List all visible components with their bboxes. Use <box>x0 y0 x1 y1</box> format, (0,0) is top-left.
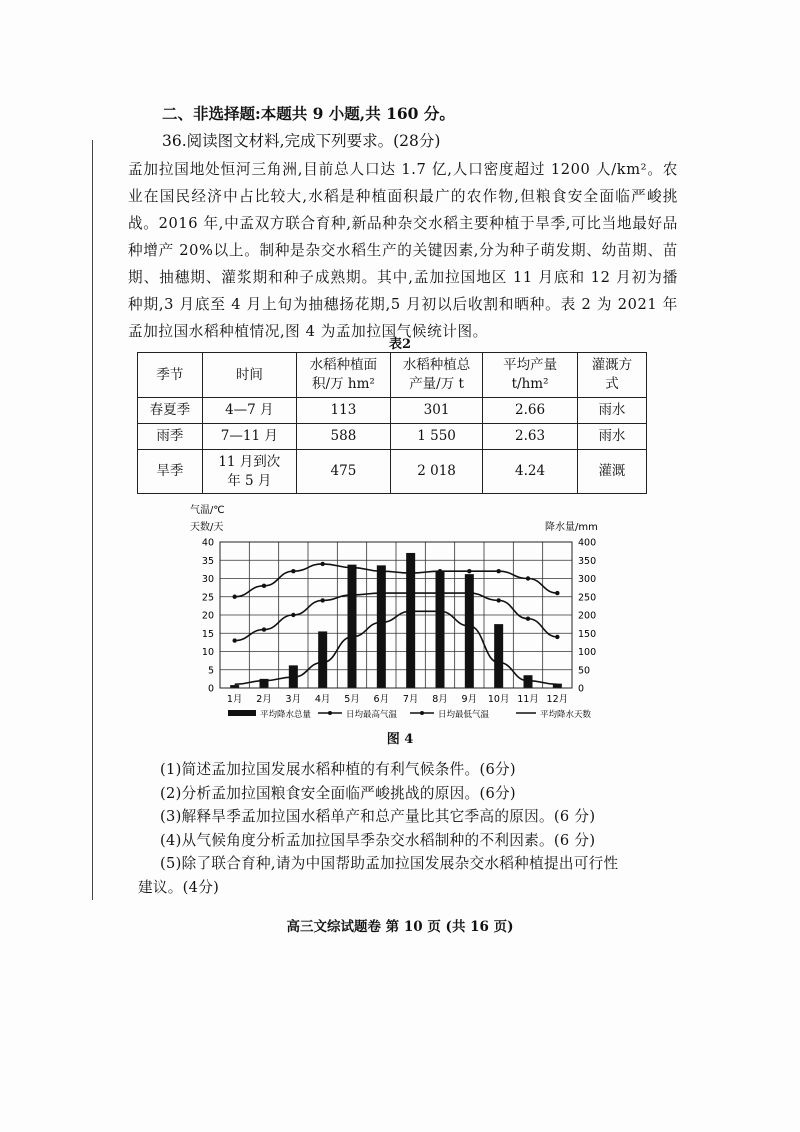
table-header: 水稻种植面积/万 hm² <box>296 353 390 398</box>
line-max-temp-point <box>408 571 412 575</box>
line-max-temp-point <box>291 569 295 573</box>
line-max-temp-point <box>555 591 559 595</box>
table-row <box>138 424 647 450</box>
table-cell: 7—11 月 <box>202 424 296 450</box>
left-tick-label: 25 <box>201 592 214 604</box>
line-min-temp-point <box>350 593 354 597</box>
x-tick-label: 10月 <box>487 694 510 705</box>
bar-rainfall <box>348 565 357 688</box>
table-cell: 11 月到次年 5 月 <box>202 450 296 494</box>
data-table <box>137 352 647 494</box>
bar-rainfall <box>318 631 327 688</box>
table-cell: 113 <box>296 398 390 424</box>
x-tick-label: 12月 <box>546 694 569 705</box>
line-max-temp-point <box>320 562 324 566</box>
left-tick-label: 0 <box>207 683 214 695</box>
legend-label: 日均最高气温 <box>346 710 398 720</box>
line-max-temp-point <box>350 565 354 569</box>
x-tick-label: 9月 <box>461 694 478 705</box>
right-tick-label: 250 <box>578 592 597 604</box>
line-min-temp-point <box>291 613 295 617</box>
line-min-temp-point <box>496 598 500 602</box>
legend-label: 平均降水总量 <box>260 710 312 720</box>
table-title: 表2 <box>388 337 412 352</box>
bar-rainfall <box>524 675 533 688</box>
table-cell: 2 018 <box>390 450 482 494</box>
right-tick-label: 100 <box>578 647 597 658</box>
line-min-temp-point <box>320 598 324 602</box>
table-cell: 旱季 <box>138 450 203 494</box>
x-tick-label: 6月 <box>373 694 390 705</box>
line-min-temp-point <box>438 591 442 595</box>
line-min-temp-point <box>467 591 471 595</box>
table-header: 时间 <box>202 353 296 398</box>
figure-caption: 图 4 <box>386 732 414 747</box>
question-1: (1)简述孟加拉国发展水稻种植的有利气候条件。(6分) <box>160 761 516 778</box>
right-tick-label: 350 <box>578 555 597 567</box>
line-max-temp-point <box>467 569 471 573</box>
table-cell: 588 <box>296 424 390 450</box>
table-cell: 雨季 <box>138 424 203 450</box>
x-tick-label: 11月 <box>517 694 539 705</box>
right-tick-label: 400 <box>578 537 597 549</box>
x-tick-label: 4月 <box>314 694 331 705</box>
table-cell: 雨水 <box>577 424 646 450</box>
passage-text: 孟加拉国地处恒河三角洲,目前总人口达 1.7 亿,人口密度超过 1200 人/km²。农业在国民经济中占比较大,水稻是种植面积最广的农作物,但粮食安全面临严峻挑战。2016 年,中孟双方联合育种,新品种杂交水稻主要种植于旱季,可比当地最好品种增产 20%以上。制种是杂交水稻生产的关键因素,分为种子萌发期、幼苗期、苗期、抽穗期、灌浆期和种子成熟期。其中,孟加拉国地区 11 月底和 12 月初为播种期,3 月底至 4 月上旬为抽穗扬花期,5 月初以后收割和晒种。表 2 为 2021 年孟加拉国水稻种植情况,图 4 为孟加拉国气候统计图。 <box>128 161 678 340</box>
line-max-temp-point <box>379 569 383 573</box>
table-cell: 301 <box>390 398 482 424</box>
question-5-continuation: 建议。(4分) <box>138 879 220 896</box>
table-header: 水稻种植总产量/万 t <box>390 353 482 398</box>
questions-list <box>160 758 618 876</box>
table-cell: 春夏季 <box>138 398 203 424</box>
x-tick-label: 1月 <box>226 694 243 705</box>
table-cell: 雨水 <box>577 398 646 424</box>
line-min-temp-point <box>555 635 559 639</box>
question-4: (4)从气候角度分析孟加拉国旱季杂交水稻制种的不利因素。(6 分) <box>160 831 596 849</box>
table-row <box>138 398 647 424</box>
table-cell: 2.66 <box>483 398 578 424</box>
climate-chart <box>0 500 800 726</box>
table-cell: 灌溉 <box>577 450 646 494</box>
right-tick-label: 50 <box>578 665 591 677</box>
x-tick-label: 2月 <box>256 694 272 705</box>
left-tick-label: 10 <box>201 647 214 658</box>
left-tick-label: 40 <box>201 537 214 549</box>
right-tick-label: 0 <box>578 683 585 695</box>
legend-label: 日均最低气温 <box>438 710 490 720</box>
left-axis-label-1: 气温/℃ <box>190 505 225 516</box>
table-cell: 2.63 <box>483 424 578 450</box>
left-tick-label: 20 <box>201 610 214 622</box>
legend-swatch-marker <box>420 711 424 715</box>
table-header: 灌溉方式 <box>577 353 646 398</box>
left-tick-label: 5 <box>207 665 214 677</box>
bar-rainfall <box>436 572 445 688</box>
line-min-temp-point <box>408 591 412 595</box>
right-axis-label: 降水量/mm <box>545 522 598 533</box>
line-max-temp-point <box>262 584 266 588</box>
line-min-temp-point <box>232 638 236 642</box>
left-tick-label: 30 <box>201 574 214 585</box>
legend-swatch-marker <box>328 711 332 715</box>
table-cell: 4.24 <box>483 450 578 494</box>
right-tick-label: 300 <box>578 574 597 585</box>
page-footer: 高三文综试题卷 第 10 页 (共 16 页) <box>286 919 514 935</box>
table-header: 平均产量 t/hm² <box>483 353 578 398</box>
line-max-temp-point <box>496 569 500 573</box>
line-min-temp-point <box>526 616 530 620</box>
table-row <box>138 450 647 494</box>
question-36-title: 36.阅读图文材料,完成下列要求。(28分) <box>162 132 441 150</box>
right-tick-label: 200 <box>578 610 597 622</box>
x-tick-label: 7月 <box>402 694 419 705</box>
legend-label: 平均降水天数 <box>540 710 592 720</box>
x-tick-label: 8月 <box>432 694 448 705</box>
table-cell: 4—7 月 <box>202 398 296 424</box>
line-min-temp-point <box>379 591 383 595</box>
x-tick-label: 3月 <box>285 694 302 705</box>
left-tick-label: 35 <box>201 555 214 567</box>
line-max-temp-point <box>438 569 442 573</box>
x-tick-label: 5月 <box>344 694 360 705</box>
question-2: (2)分析孟加拉国粮食安全面临严峻挑战的原因。(6分) <box>160 784 516 802</box>
line-max-temp-point <box>526 576 530 580</box>
bar-rainfall <box>377 565 386 688</box>
table-header-row <box>138 353 647 398</box>
question-5: (5)除了联合育种,请为中国帮助孟加拉国发展杂交水稻种植提出可行性 <box>160 855 619 872</box>
table-cell: 475 <box>296 450 390 494</box>
table-cell: 1 550 <box>390 424 482 450</box>
table-header: 季节 <box>138 353 203 398</box>
left-axis-label-2: 天数/天 <box>190 522 224 533</box>
right-tick-label: 150 <box>578 628 597 640</box>
left-tick-label: 15 <box>201 628 214 640</box>
question-3: (3)解释旱季孟加拉国水稻单产和总产量比其它季高的原因。(6 分) <box>160 808 596 825</box>
legend-swatch-bar <box>228 710 256 716</box>
line-min-temp-point <box>262 627 266 631</box>
bar-rainfall <box>494 624 503 688</box>
line-max-temp-point <box>232 595 236 599</box>
section-title: 二、非选择题:本题共 9 小题,共 160 分。 <box>162 104 455 123</box>
